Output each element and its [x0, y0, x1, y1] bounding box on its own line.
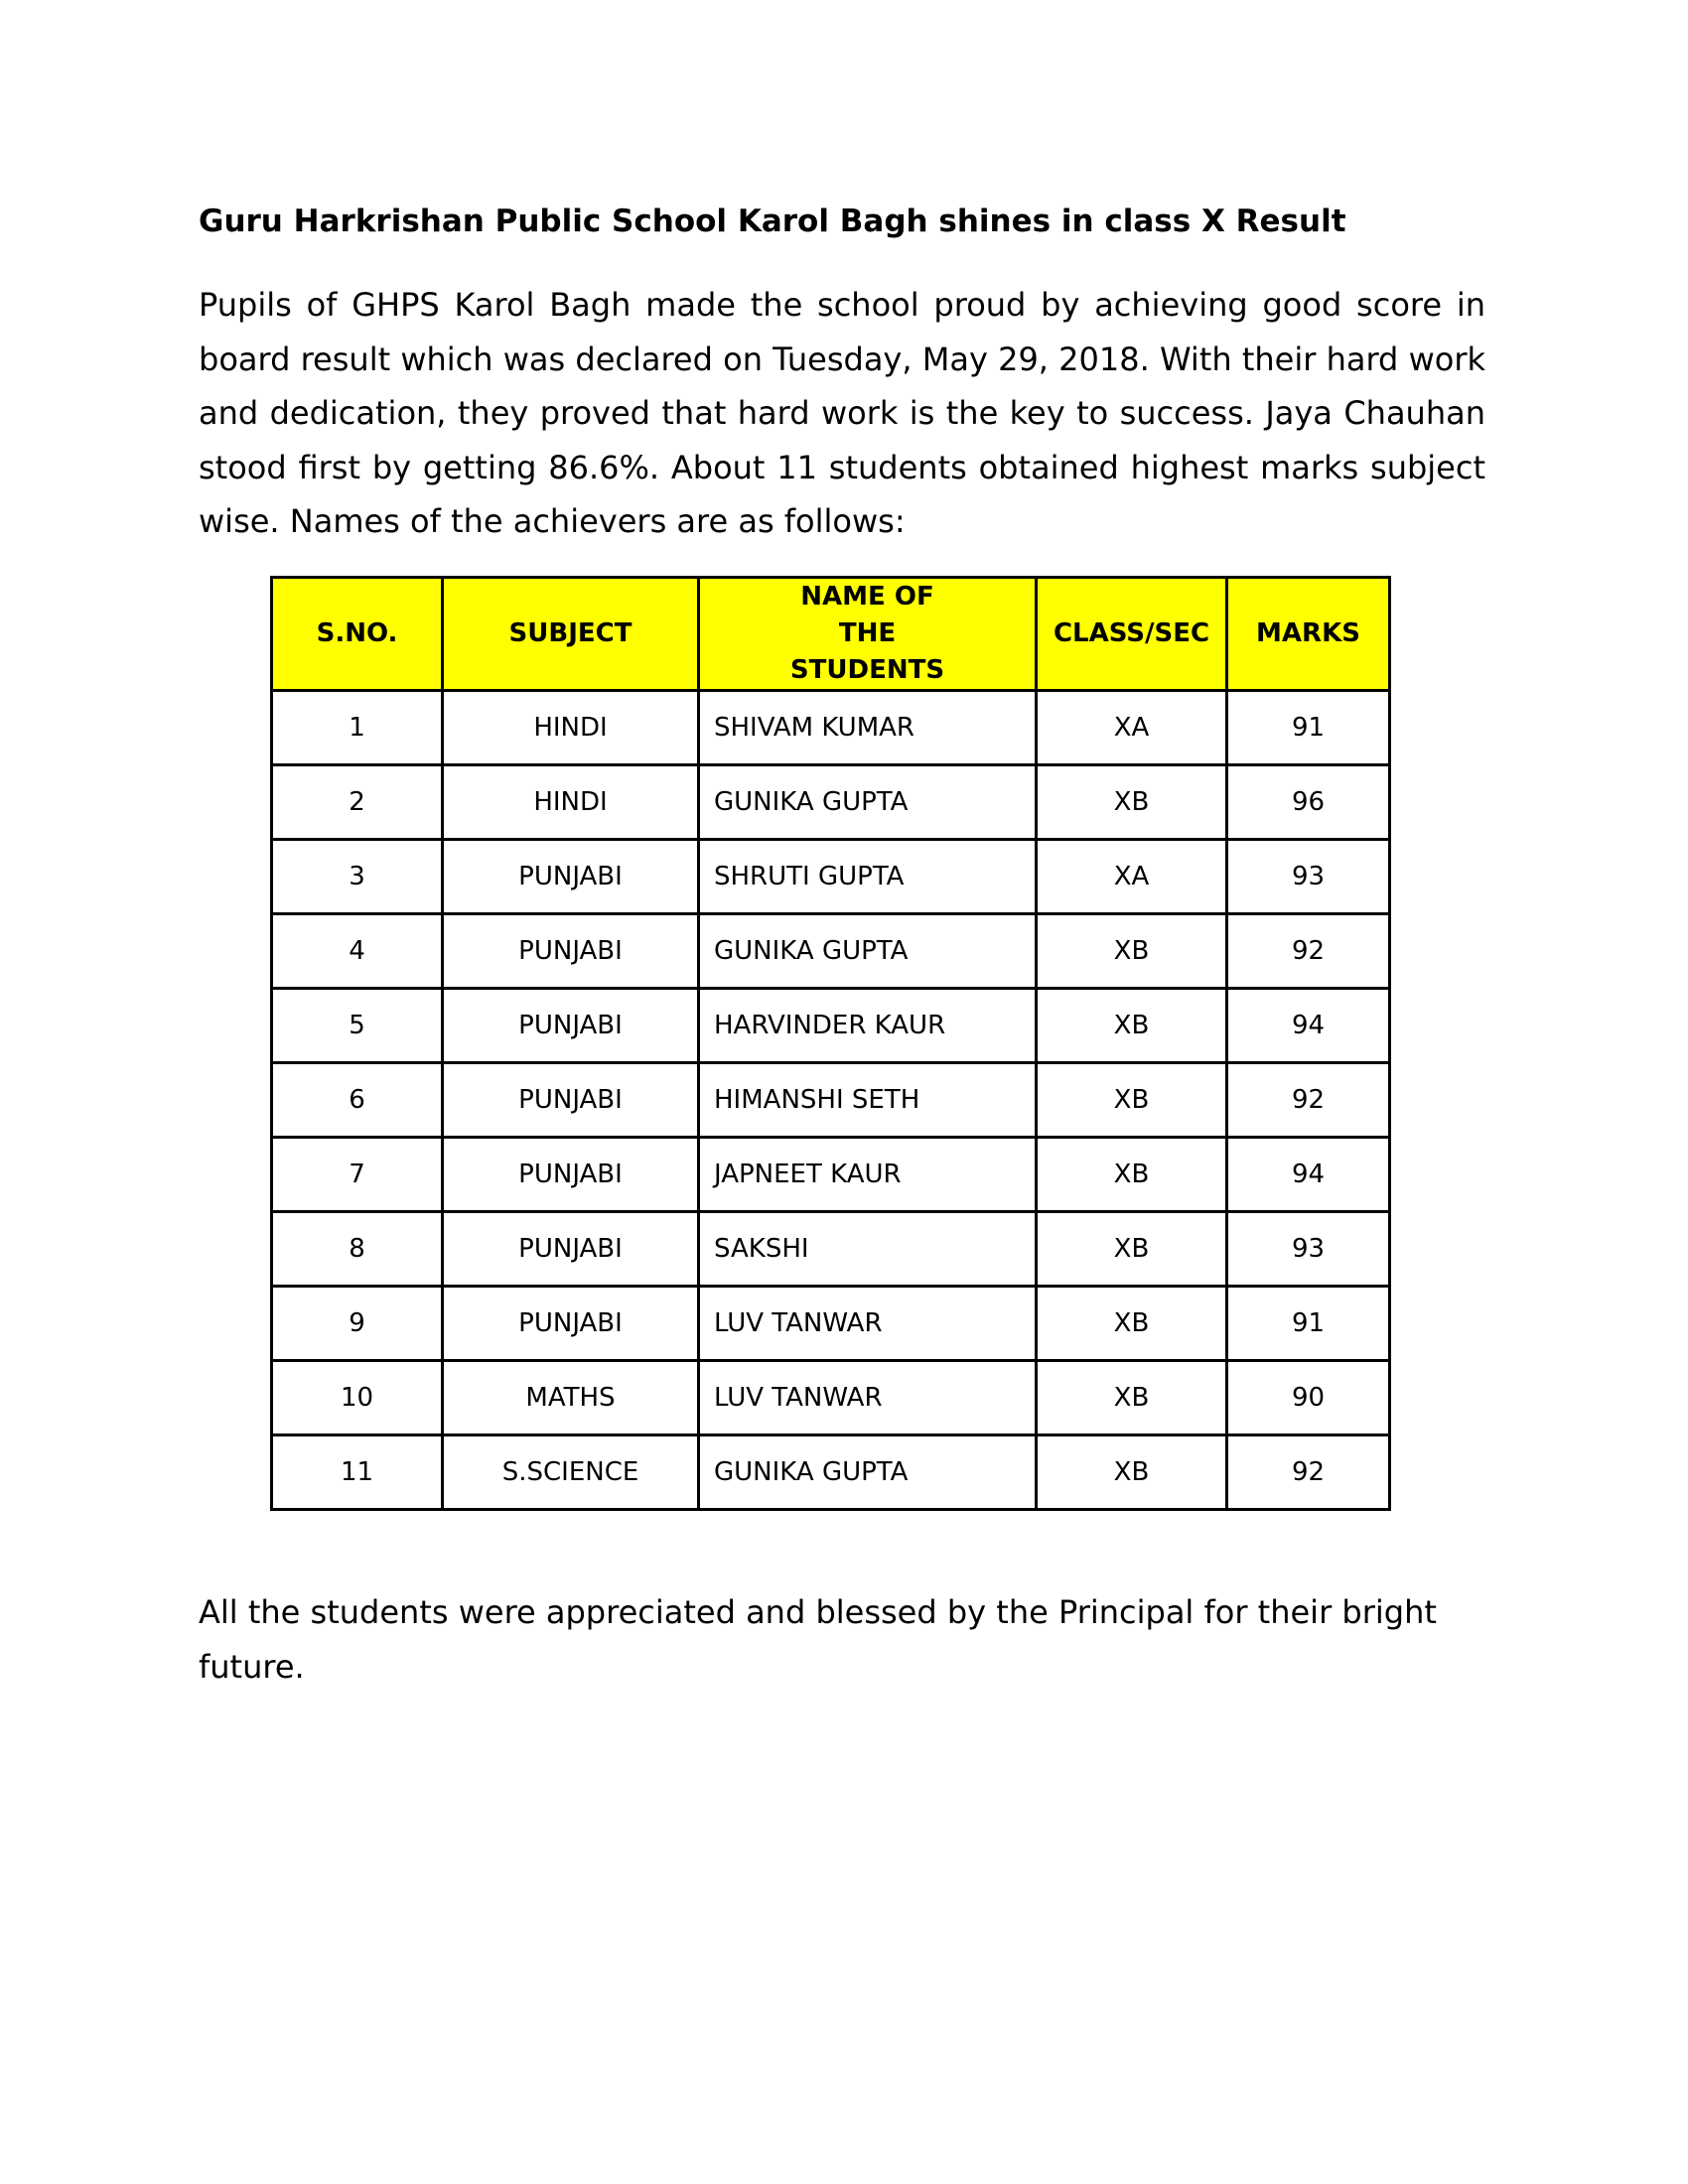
cell-marks: 93 [1227, 840, 1390, 914]
cell-marks: 92 [1227, 914, 1390, 989]
cell-subject: PUNJABI [443, 1138, 699, 1212]
cell-subject: PUNJABI [443, 914, 699, 989]
cell-class-sec: XB [1037, 1287, 1227, 1361]
results-body [272, 691, 1390, 1510]
table-row [272, 989, 1390, 1063]
cell-class-sec: XB [1037, 1138, 1227, 1212]
cell-subject: HINDI [443, 765, 699, 840]
header-sno: S.NO. [272, 578, 443, 691]
cell-student-name: HIMANSHI SETH [699, 1063, 1037, 1138]
header-student-name-text: NAME OF THE STUDENTS [789, 582, 945, 685]
cell-marks: 90 [1227, 1361, 1390, 1435]
closing-paragraph: All the students were appreciated and blessed by the Principal for their bright future. [199, 1593, 1437, 1686]
cell-sno: 8 [272, 1212, 443, 1287]
cell-class-sec: XB [1037, 989, 1227, 1063]
cell-student-name: JAPNEET KAUR [699, 1138, 1037, 1212]
cell-student-name: LUV TANWAR [699, 1361, 1037, 1435]
table-row [272, 1212, 1390, 1287]
cell-marks: 91 [1227, 691, 1390, 765]
table-row [272, 1435, 1390, 1510]
cell-class-sec: XA [1037, 691, 1227, 765]
cell-student-name: GUNIKA GUPTA [699, 914, 1037, 989]
cell-class-sec: XB [1037, 1435, 1227, 1510]
cell-marks: 93 [1227, 1212, 1390, 1287]
table-row [272, 765, 1390, 840]
cell-sno: 5 [272, 989, 443, 1063]
cell-student-name: HARVINDER KAUR [699, 989, 1037, 1063]
cell-class-sec: XB [1037, 765, 1227, 840]
cell-marks: 94 [1227, 989, 1390, 1063]
cell-sno: 6 [272, 1063, 443, 1138]
header-student-name [699, 578, 1037, 691]
cell-student-name: SAKSHI [699, 1212, 1037, 1287]
cell-class-sec: XB [1037, 1063, 1227, 1138]
cell-subject: S.SCIENCE [443, 1435, 699, 1510]
cell-student-name: GUNIKA GUPTA [699, 1435, 1037, 1510]
cell-sno: 7 [272, 1138, 443, 1212]
table-row [272, 1361, 1390, 1435]
cell-subject: HINDI [443, 691, 699, 765]
table-row [272, 1063, 1390, 1138]
cell-subject: PUNJABI [443, 989, 699, 1063]
cell-student-name: SHIVAM KUMAR [699, 691, 1037, 765]
cell-sno: 4 [272, 914, 443, 989]
table-row [272, 1287, 1390, 1361]
cell-sno: 2 [272, 765, 443, 840]
cell-sno: 3 [272, 840, 443, 914]
document-title: Guru Harkrishan Public School Karol Bagh shines in class X Result [199, 204, 1346, 239]
cell-student-name: LUV TANWAR [699, 1287, 1037, 1361]
cell-student-name: GUNIKA GUPTA [699, 765, 1037, 840]
cell-marks: 91 [1227, 1287, 1390, 1361]
cell-subject: PUNJABI [443, 840, 699, 914]
header-subject: SUBJECT [443, 578, 699, 691]
cell-class-sec: XB [1037, 1212, 1227, 1287]
cell-class-sec: XB [1037, 1361, 1227, 1435]
table-row [272, 914, 1390, 989]
table-row [272, 691, 1390, 765]
cell-sno: 1 [272, 691, 443, 765]
cell-student-name: SHRUTI GUPTA [699, 840, 1037, 914]
cell-marks: 96 [1227, 765, 1390, 840]
table-header-row [272, 578, 1390, 691]
cell-sno: 11 [272, 1435, 443, 1510]
cell-subject: MATHS [443, 1361, 699, 1435]
header-marks: MARKS [1227, 578, 1390, 691]
cell-subject: PUNJABI [443, 1063, 699, 1138]
table-row [272, 1138, 1390, 1212]
cell-marks: 92 [1227, 1063, 1390, 1138]
results-table [270, 576, 1391, 1511]
cell-sno: 9 [272, 1287, 443, 1361]
cell-class-sec: XA [1037, 840, 1227, 914]
cell-sno: 10 [272, 1361, 443, 1435]
header-class-sec: CLASS/SEC [1037, 578, 1227, 691]
cell-subject: PUNJABI [443, 1212, 699, 1287]
cell-subject: PUNJABI [443, 1287, 699, 1361]
cell-class-sec: XB [1037, 914, 1227, 989]
cell-marks: 92 [1227, 1435, 1390, 1510]
cell-marks: 94 [1227, 1138, 1390, 1212]
table-row [272, 840, 1390, 914]
intro-paragraph: Pupils of GHPS Karol Bagh made the school proud by achieving good score in board result which was declared on Tuesday, May 29, 2018. With their hard work and dedication, they proved that hard work is the key to success. Jaya Chauhan stood first by getting 86.6%. About 11 students obtained highest marks subject wise. Names of the achievers are as follows: [199, 286, 1485, 540]
